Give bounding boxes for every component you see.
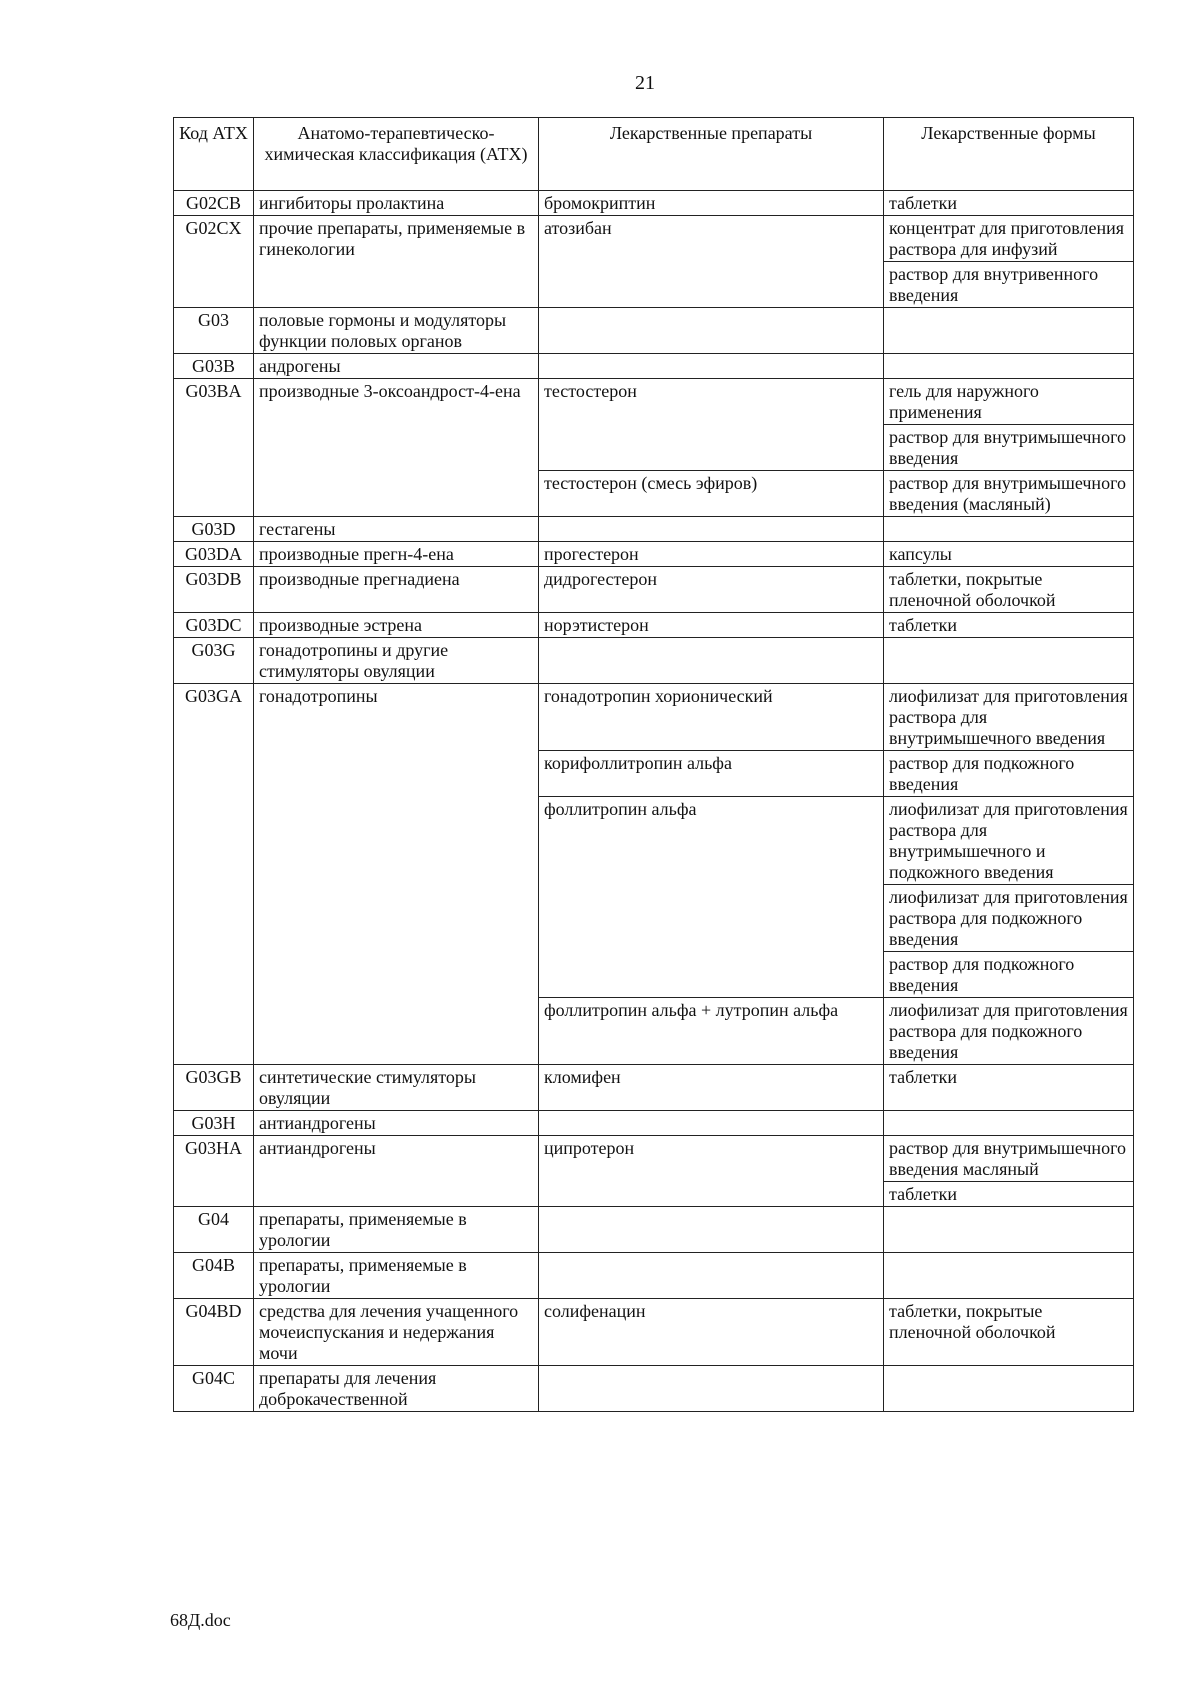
atc-code: G03HA (174, 1136, 254, 1207)
drug-name: ципротерон (539, 1136, 884, 1207)
atc-name: препараты, применяемые в урологии (254, 1207, 539, 1253)
dosage-form: таблетки (884, 191, 1134, 216)
atc-code: G03B (174, 354, 254, 379)
atc-code: G04 (174, 1207, 254, 1253)
dosage-form: раствор для внутримышечного введения (масляный) (884, 471, 1134, 517)
table-row (174, 308, 1134, 354)
dosage-form: лиофилизат для приготовления раствора для подкожного введения (884, 885, 1134, 952)
drug-name (539, 1207, 884, 1253)
header-code: Код АТХ (174, 118, 254, 191)
atc-code: G02CB (174, 191, 254, 216)
dosage-form: таблетки, покрытые пленочной оболочкой (884, 567, 1134, 613)
drug-name: атозибан (539, 216, 884, 308)
dosage-form: концентрат для приготовления раствора для инфузий (884, 216, 1134, 262)
drug-name (539, 1366, 884, 1412)
dosage-form: раствор для подкожного введения (884, 952, 1134, 998)
dosage-form: таблетки (884, 1182, 1134, 1207)
dosage-form: таблетки (884, 613, 1134, 638)
atc-table (173, 117, 1134, 1412)
table-row (174, 517, 1134, 542)
table-row (174, 1366, 1134, 1412)
atc-code: G03BA (174, 379, 254, 517)
drug-name (539, 308, 884, 354)
atc-code: G03 (174, 308, 254, 354)
drug-name: фоллитропин альфа (539, 797, 884, 998)
drug-name (539, 1253, 884, 1299)
table-row (174, 1136, 1134, 1182)
dosage-form (884, 638, 1134, 684)
table-row (174, 216, 1134, 262)
atc-name: антиандрогены (254, 1111, 539, 1136)
table-row (174, 1207, 1134, 1253)
dosage-form: таблетки (884, 1065, 1134, 1111)
dosage-form: раствор для внутримышечного введения (884, 425, 1134, 471)
drug-name (539, 354, 884, 379)
dosage-form (884, 1207, 1134, 1253)
dosage-form (884, 1366, 1134, 1412)
table-row (174, 1111, 1134, 1136)
atc-code: G03DC (174, 613, 254, 638)
table-row (174, 1065, 1134, 1111)
atc-code: G03DB (174, 567, 254, 613)
table-row (174, 542, 1134, 567)
drug-name: кломифен (539, 1065, 884, 1111)
dosage-form (884, 1253, 1134, 1299)
dosage-form: лиофилизат для приготовления раствора для внутримышечного введения (884, 684, 1134, 751)
dosage-form: гель для наружного применения (884, 379, 1134, 425)
header-forms: Лекарственные формы (884, 118, 1134, 191)
atc-name: антиандрогены (254, 1136, 539, 1207)
dosage-form (884, 1111, 1134, 1136)
drug-name: норэтистерон (539, 613, 884, 638)
dosage-form (884, 354, 1134, 379)
dosage-form (884, 308, 1134, 354)
drug-name (539, 1111, 884, 1136)
table-row (174, 638, 1134, 684)
atc-code: G03GB (174, 1065, 254, 1111)
dosage-form: капсулы (884, 542, 1134, 567)
atc-code: G02CX (174, 216, 254, 308)
atc-name: прочие препараты, применяемые в гинекологии (254, 216, 539, 308)
atc-name: средства для лечения учащенного мочеиспускания и недержания мочи (254, 1299, 539, 1366)
dosage-form (884, 517, 1134, 542)
atc-code: G04C (174, 1366, 254, 1412)
drug-name: бромокриптин (539, 191, 884, 216)
table-row (174, 354, 1134, 379)
atc-code: G04B (174, 1253, 254, 1299)
dosage-form: раствор для внутримышечного введения масляный (884, 1136, 1134, 1182)
dosage-form: раствор для внутривенного введения (884, 262, 1134, 308)
table-row (174, 684, 1134, 751)
dosage-form: раствор для подкожного введения (884, 751, 1134, 797)
dosage-form: лиофилизат для приготовления раствора для подкожного введения (884, 998, 1134, 1065)
atc-code: G03H (174, 1111, 254, 1136)
atc-name: гонадотропины (254, 684, 539, 1065)
atc-code: G03G (174, 638, 254, 684)
atc-name: препараты, применяемые в урологии (254, 1253, 539, 1299)
atc-name: половые гормоны и модуляторы функции половых органов (254, 308, 539, 354)
drug-name: солифенацин (539, 1299, 884, 1366)
page-number: 21 (635, 72, 655, 94)
table-row (174, 1299, 1134, 1366)
atc-name: производные прегн-4-ена (254, 542, 539, 567)
drug-name: тестостерон (смесь эфиров) (539, 471, 884, 517)
atc-name: гонадотропины и другие стимуляторы овуляции (254, 638, 539, 684)
drug-name: корифоллитропин альфа (539, 751, 884, 797)
atc-name: препараты для лечения доброкачественной (254, 1366, 539, 1412)
atc-name: производные эстрена (254, 613, 539, 638)
atc-code: G03DA (174, 542, 254, 567)
drug-name: гонадотропин хорионический (539, 684, 884, 751)
atc-name: производные 3-оксоандрост-4-ена (254, 379, 539, 517)
drug-name: дидрогестерон (539, 567, 884, 613)
dosage-form: лиофилизат для приготовления раствора для внутримышечного и подкожного введения (884, 797, 1134, 885)
drug-name: прогестерон (539, 542, 884, 567)
header-drugs: Лекарственные препараты (539, 118, 884, 191)
atc-code: G04BD (174, 1299, 254, 1366)
drug-name (539, 517, 884, 542)
table-row (174, 1253, 1134, 1299)
table-row (174, 379, 1134, 425)
table-row (174, 567, 1134, 613)
atc-code: G03D (174, 517, 254, 542)
atc-name: производные прегнадиена (254, 567, 539, 613)
table-row (174, 613, 1134, 638)
atc-name: андрогены (254, 354, 539, 379)
atc-name: гестагены (254, 517, 539, 542)
table-header-row (174, 118, 1134, 191)
table-row (174, 191, 1134, 216)
atc-name: синтетические стимуляторы овуляции (254, 1065, 539, 1111)
drug-name (539, 638, 884, 684)
drug-name: фоллитропин альфа + лутропин альфа (539, 998, 884, 1065)
drug-name: тестостерон (539, 379, 884, 471)
header-atc: Анатомо-терапевтическо-химическая классификация (АТХ) (254, 118, 539, 191)
atc-code: G03GA (174, 684, 254, 1065)
dosage-form: таблетки, покрытые пленочной оболочкой (884, 1299, 1134, 1366)
file-name-footer: 68Д.doc (170, 1610, 231, 1630)
atc-name: ингибиторы пролактина (254, 191, 539, 216)
